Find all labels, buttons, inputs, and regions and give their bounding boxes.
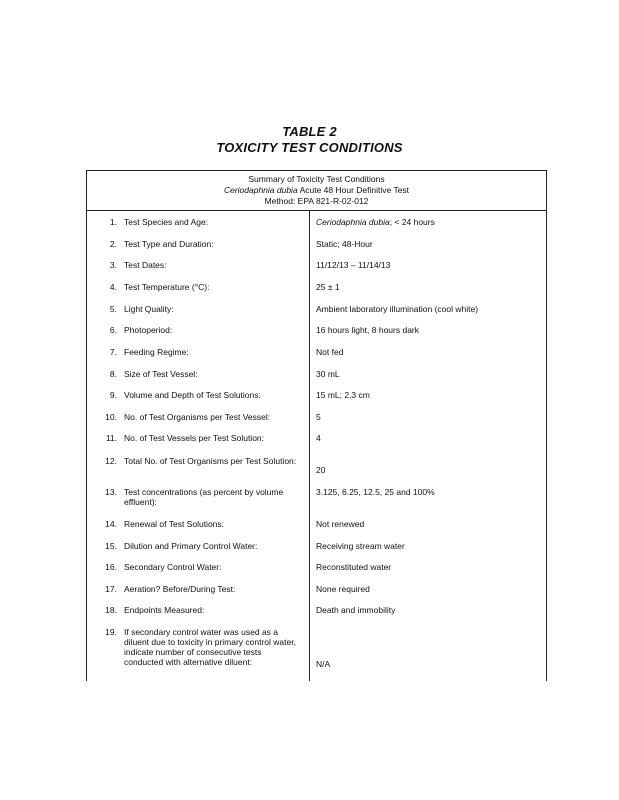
row-parameter: No. of Test Vessels per Test Solution: <box>124 433 265 443</box>
row-value-italic: Ceriodaphnia dubia <box>316 217 390 227</box>
row-value: Reconstituted water <box>316 562 392 572</box>
summary-test-type: Acute 48 Hour Definitive Test <box>297 185 410 195</box>
row-parameter: Renewal of Test Solutions: <box>124 519 225 529</box>
row-number: 2. <box>109 239 117 249</box>
row-parameter: If secondary control water was used as a diluent due to toxicity in primary control water, indicate number of consecutive tests conducted with alternative diluent: <box>124 627 296 667</box>
row-value: Static; 48-Hour <box>316 239 373 249</box>
row-parameter: Aeration? Before/During Test: <box>124 584 236 594</box>
row-value: Receiving stream water <box>316 541 405 551</box>
row-number: 5. <box>109 304 117 314</box>
row-value: Not fed <box>316 347 344 357</box>
row-number: 12. <box>105 456 117 466</box>
summary-line-2 <box>87 185 546 196</box>
row-value: Not renewed <box>316 519 365 529</box>
row-value <box>316 217 541 227</box>
test-conditions-table <box>86 170 547 681</box>
row-parameter: Test concentrations (as percent by volume effluent): <box>124 487 284 507</box>
row-parameter: Test Type and Duration: <box>124 239 214 249</box>
row-value: Ambient laboratory illumination (cool white) <box>316 304 479 314</box>
table-header <box>87 171 546 211</box>
row-number: 11. <box>105 433 117 443</box>
row-number: 4. <box>109 282 117 292</box>
row-number: 16. <box>105 562 117 572</box>
row-value: 25 ± 1 <box>316 282 340 292</box>
row-parameter: Volume and Depth of Test Solutions: <box>124 390 261 400</box>
row-parameter: Size of Test Vessel: <box>124 369 198 379</box>
row-number: 19. <box>105 627 117 637</box>
row-parameter: Secondary Control Water: <box>124 562 222 572</box>
row-number: 9. <box>109 390 117 400</box>
row-number: 3. <box>109 260 117 270</box>
row-value-text: ; < 24 hours <box>389 217 435 227</box>
row-value: None required <box>316 584 370 594</box>
table-title: TOXICITY TEST CONDITIONS <box>216 140 403 155</box>
row-value: 20 <box>316 465 326 475</box>
row-number: 6. <box>109 325 117 335</box>
row-value: 3.125, 6.25, 12.5, 25 and 100% <box>316 487 435 497</box>
row-value: 16 hours light, 8 hours dark <box>316 325 420 335</box>
row-parameter: Light Quality: <box>124 304 174 314</box>
row-parameter: Photoperiod: <box>124 325 173 335</box>
row-parameter: Feeding Regime: <box>124 347 189 357</box>
row-number: 8. <box>109 369 117 379</box>
row-number: 15. <box>105 541 117 551</box>
row-parameter: Test Dates: <box>124 260 167 270</box>
row-parameter: Dilution and Primary Control Water: <box>124 541 258 551</box>
row-parameter: Total No. of Test Organisms per Test Solution: <box>124 456 297 466</box>
row-parameter: Test Species and Age: <box>124 217 209 227</box>
row-value: N/A <box>316 659 331 669</box>
row-parameter: No. of Test Organisms per Test Vessel: <box>124 412 271 422</box>
summary-method: Method: EPA 821-R-02-012 <box>264 196 369 206</box>
summary-species: Ceriodaphnia dubia <box>223 185 298 195</box>
row-number: 14. <box>105 519 117 529</box>
row-value: 5 <box>316 412 321 422</box>
row-number: 13. <box>105 487 117 497</box>
summary-line-1: Summary of Toxicity Test Conditions <box>248 174 385 184</box>
row-value: 4 <box>316 433 321 443</box>
row-number: 18. <box>105 605 117 615</box>
row-number: 17. <box>105 584 117 594</box>
row-value: 15 mL; 2.3 cm <box>316 390 370 400</box>
row-value: 11/12/13 – 11/14/13 <box>316 260 391 270</box>
row-number: 1. <box>109 217 117 227</box>
column-divider <box>309 211 310 681</box>
table-number: TABLE 2 <box>282 124 337 139</box>
row-number: 7. <box>109 347 117 357</box>
row-number: 10. <box>105 412 117 422</box>
row-parameter: Endpoints Measured: <box>124 605 205 615</box>
row-value: Death and immobility <box>316 605 396 615</box>
row-value: 30 mL <box>316 369 340 379</box>
row-parameter: Test Temperature (°C): <box>124 282 210 292</box>
